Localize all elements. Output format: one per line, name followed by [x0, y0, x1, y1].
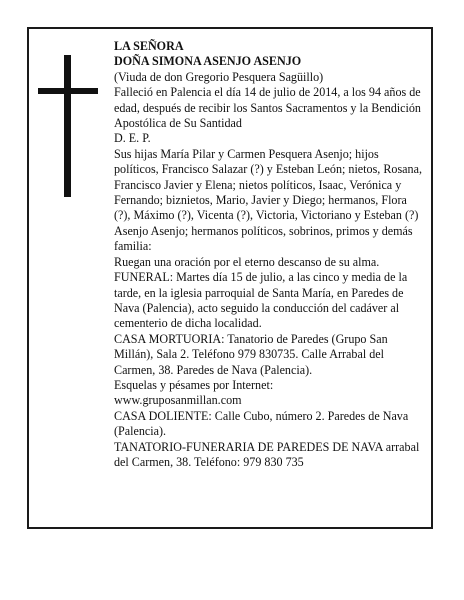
rip: D. E. P.: [114, 131, 151, 146]
death-details: Falleció en Palencia el día 14 de julio de 2014, a los 94 años de edad, después de recibir los Santos Sacramentos y la Bendición Apostólica de Su Santidad: [114, 85, 421, 131]
website-link[interactable]: www.gruposanmillan.com: [114, 393, 242, 408]
mortuary-details: CASA MORTUORIA: Tanatorio de Paredes (Grupo San Millán), Sala 2. Teléfono 979 830735. Calle Arrabal del Carmen, 38. Paredes de Nava (Palencia).: [114, 331, 388, 377]
deceased-name: DOÑA SIMONA ASENJO ASENJO: [114, 54, 302, 69]
internet-label: Esquelas y pésames por Internet:: [114, 377, 274, 392]
notice-title: LA SEÑORA: [114, 39, 184, 53]
widow-of: (Viuda de don Gregorio Pesquera Sagüillo): [114, 69, 324, 84]
home-address: CASA DOLIENTE: Calle Cubo, número 2. Paredes de Nava (Palencia).: [114, 408, 409, 439]
cross-icon: [38, 55, 98, 197]
obituary-text: [114, 39, 424, 470]
cross-vertical-bar: [64, 55, 71, 197]
family-list: Sus hijas María Pilar y Carmen Pesquera Asenjo; hijos políticos, Francisco Salazar (?) y Esteban León; nietos, Rosana, Francisco Javier y Elena; nietos políticos, Isaac, Verónica y Fernando; biznietos, Mario, Javier y Diego; hermanos, Flora (?), Máximo (?), Vicenta (?), Victoria, Victoriano y Esteban (?) Asenjo Asenjo; hermanos políticos, sobrinos, primos y demás familia:: [114, 146, 422, 254]
funeral-details: FUNERAL: Martes día 15 de julio, a las cinco y media de la tarde, en la iglesia parroquial de Santa María, en Paredes de Nava (Palencia), acto seguido la conducción del cadáver al cementerio de dicha localidad.: [114, 270, 408, 331]
funeral-home: TANATORIO-FUNERARIA DE PAREDES DE NAVA arrabal del Carmen, 38. Teléfono: 979 830 735: [114, 439, 420, 469]
cross-horizontal-bar: [38, 88, 98, 94]
prayer-request: Ruegan una oración por el eterno descanso de su alma.: [114, 254, 380, 269]
